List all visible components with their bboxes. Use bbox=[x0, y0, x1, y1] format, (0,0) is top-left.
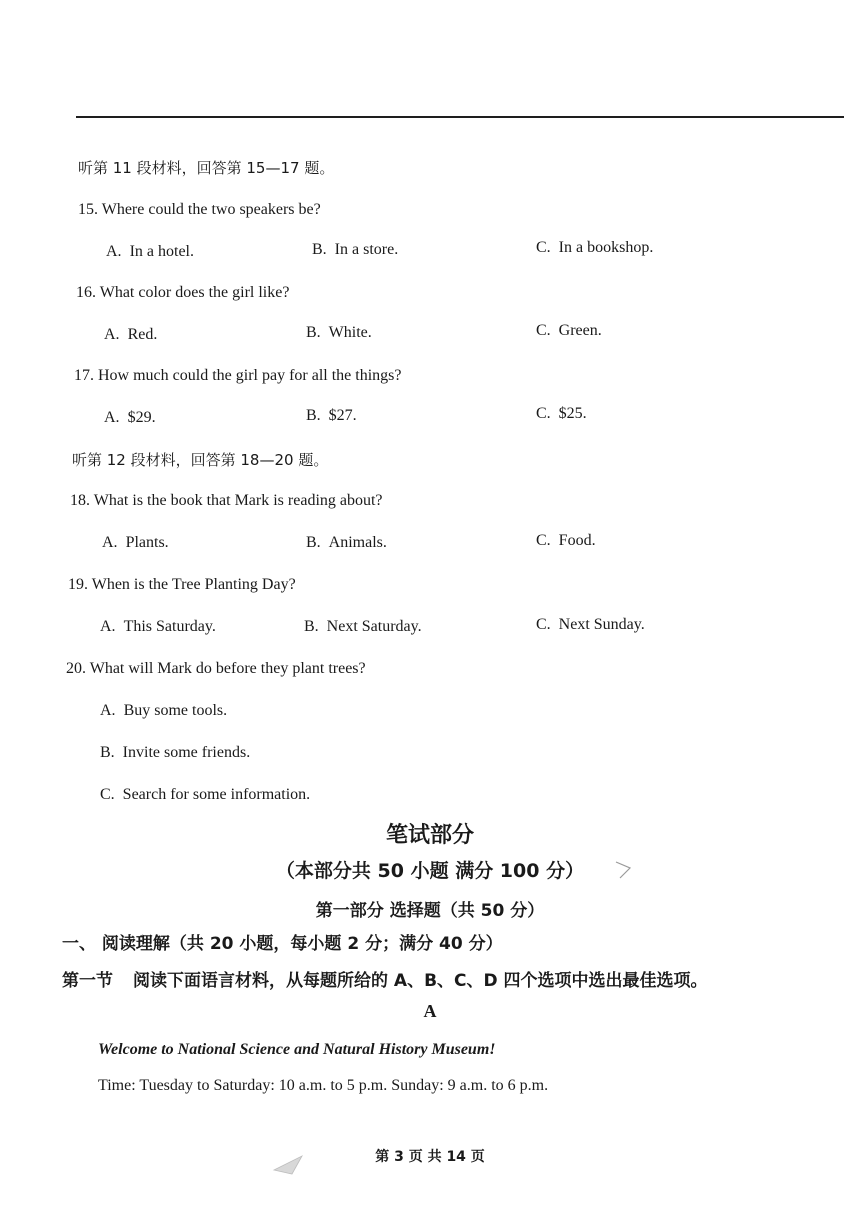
option-19c: C. Next Sunday. bbox=[536, 616, 645, 633]
option-17b: B. $27. bbox=[306, 407, 357, 424]
question-18 bbox=[70, 491, 383, 511]
question-text: How much could the girl pay for all the things? bbox=[98, 367, 402, 384]
passage-title: Welcome to National Science and Natural History Museum! bbox=[98, 1041, 496, 1058]
reading-heading: 一、 阅读理解（共 20 小题，每小题 2 分；满分 40 分） bbox=[62, 934, 503, 954]
question-number: 17. bbox=[74, 367, 94, 384]
question-number: 19. bbox=[68, 576, 88, 593]
question-19 bbox=[68, 575, 296, 595]
section1-heading bbox=[62, 966, 708, 991]
question-15 bbox=[78, 200, 321, 220]
question-number: 18. bbox=[70, 492, 90, 509]
option-20c: C. Search for some information. bbox=[100, 786, 311, 803]
question-20 bbox=[66, 659, 366, 679]
option-16c: C. Green. bbox=[536, 322, 602, 339]
question-number: 20. bbox=[66, 660, 86, 677]
passage-letter: A bbox=[423, 1001, 437, 1021]
option-18b: B. Animals. bbox=[306, 534, 387, 551]
pencil-mark-icon bbox=[612, 858, 636, 882]
question-text: What color does the girl like? bbox=[99, 284, 290, 301]
written-part-title: 笔试部分 bbox=[385, 823, 474, 848]
section1-instruction: 阅读下面语言材料，从每题所给的 A、B、C、D 四个选项中选出最佳选项。 bbox=[133, 971, 708, 991]
section11-instruction: 听第 11 段材料，回答第 15—17 题。 bbox=[78, 159, 335, 177]
section12-instruction: 听第 12 段材料，回答第 18—20 题。 bbox=[72, 451, 329, 469]
option-15a: A. In a hotel. bbox=[106, 243, 194, 260]
option-16a: A. Red. bbox=[104, 326, 158, 343]
part1-heading: 第一部分 选择题（共 50 分） bbox=[315, 901, 545, 921]
option-19b: B. Next Saturday. bbox=[304, 618, 422, 635]
option-17c: C. $25. bbox=[536, 405, 587, 422]
option-19a: A. This Saturday. bbox=[100, 618, 216, 635]
option-18c: C. Food. bbox=[536, 532, 596, 549]
top-divider bbox=[76, 116, 844, 118]
section1-label: 第一节 bbox=[62, 971, 113, 991]
question-text: What will Mark do before they plant trees? bbox=[89, 660, 366, 677]
question-number: 16. bbox=[76, 284, 96, 301]
page-footer: 第 3 页 共 14 页 bbox=[375, 1149, 485, 1165]
question-text: What is the book that Mark is reading about? bbox=[93, 492, 383, 509]
option-18a: A. Plants. bbox=[102, 534, 169, 551]
option-17a: A. $29. bbox=[104, 409, 156, 426]
option-20a: A. Buy some tools. bbox=[100, 702, 228, 719]
corner-smudge-icon bbox=[272, 1152, 308, 1178]
question-number: 15. bbox=[78, 201, 98, 218]
question-text: Where could the two speakers be? bbox=[101, 201, 321, 218]
option-16b: B. White. bbox=[306, 324, 372, 341]
question-16 bbox=[76, 283, 289, 303]
option-20b: B. Invite some friends. bbox=[100, 744, 251, 761]
passage-time: Time: Tuesday to Saturday: 10 a.m. to 5 p.m. Sunday: 9 a.m. to 6 p.m. bbox=[98, 1077, 549, 1094]
option-15c: C. In a bookshop. bbox=[536, 239, 654, 256]
question-17 bbox=[74, 366, 401, 386]
written-part-subtitle: （本部分共 50 小题 满分 100 分） bbox=[275, 860, 585, 882]
question-text: When is the Tree Planting Day? bbox=[91, 576, 296, 593]
option-15b: B. In a store. bbox=[312, 241, 399, 258]
